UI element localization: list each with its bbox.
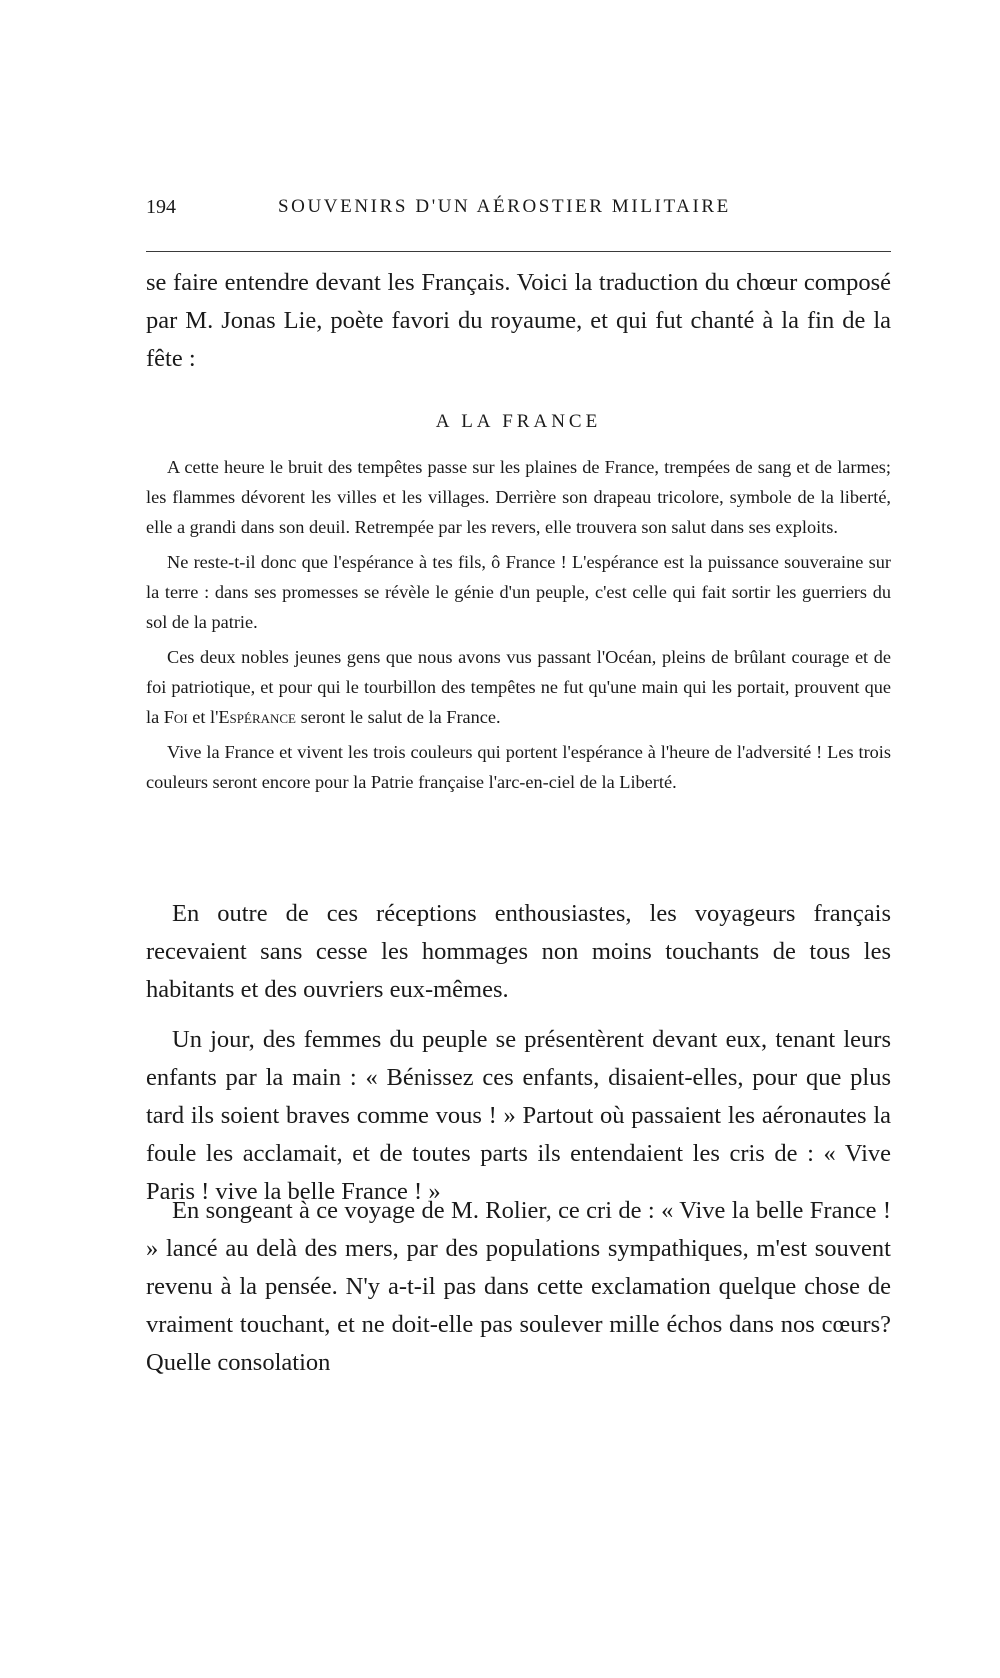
- page-number: 194: [146, 196, 176, 218]
- poem-stanza-2: Ne reste-t-il donc que l'espérance à tes fils, ô France ! L'espérance est la puissance souveraine sur la terre : dans ses promesses se révèle le génie d'un peuple, c'est celle qui fait sortir les guerriers du sol de la patrie.: [146, 552, 891, 632]
- poem-stanza-1: A cette heure le bruit des tempêtes passe sur les plaines de France, trempées de sang et de larmes; les flammes dévorent les villes et les villages. Derrière son drapeau tricolore, symbole de la liberté, elle a grandi dans son deuil. Retrempée par les revers, elle trouvera son salut dans ses exploits.: [146, 457, 891, 537]
- stanza-3-text-b: et l': [187, 707, 219, 727]
- poem-stanza-3: [146, 642, 891, 732]
- stanza-3-text-a: Ces deux nobles jeunes gens que nous avons vus passant l'Océan, pleins de brûlant courage et de foi patriotique, et pour qui le tourbillon des tempêtes ne fut qu'une main qui les portait, prouvent que la: [146, 647, 891, 727]
- header-rule: [146, 251, 891, 252]
- foi-small-caps: Foi: [163, 707, 188, 727]
- running-title: SOUVENIRS D'UN AÉROSTIER MILITAIRE: [278, 196, 731, 217]
- stanza-3-text-c: seront le salut de la France.: [296, 707, 501, 727]
- running-header: [146, 190, 891, 222]
- poem-title: A LA FRANCE: [435, 411, 602, 432]
- poem-stanza-4: Vive la France et vivent les trois couleurs qui portent l'espérance à l'heure de l'adversité ! Les trois couleurs seront encore pour la Patrie française l'arc-en-ciel de la Liberté.: [146, 742, 891, 792]
- poem-block: [146, 452, 891, 802]
- esperance-small-caps: Espérance: [218, 707, 297, 727]
- paragraph-vive-la-belle-france: En songeant à ce voyage de M. Rolier, ce cri de : « Vive la belle France ! » lancé au delà des mers, par des populations sympathiques, m'est souvent revenu à la pensée. N'y a-t-il pas dans cette exclamation quelque chose de vraiment touchant, et ne doit-elle pas soulever mille échos dans nos cœurs? Quelle consolation: [146, 1197, 891, 1376]
- continuation-paragraph: se faire entendre devant les Français. Voici la traduction du chœur composé par M. Jonas Lie, poète favori du royaume, et qui fut chanté à la fin de la fête :: [146, 269, 891, 372]
- paragraph-femmes-du-peuple: Un jour, des femmes du peuple se présentèrent devant eux, tenant leurs enfants par la main : « Bénissez ces enfants, disaient-elles, pour que plus tard ils soient braves comme vous ! » Partout où passaient les aéronautes la foule les acclamait, et de toutes parts ils entendaient les cris de : « Vive Paris ! vive la belle France ! »: [146, 1026, 891, 1205]
- paragraph-receptions: En outre de ces réceptions enthousiastes, les voyageurs français recevaient sans cesse les hommages non moins touchants de tous les habitants et des ouvriers eux-mêmes.: [146, 900, 891, 1003]
